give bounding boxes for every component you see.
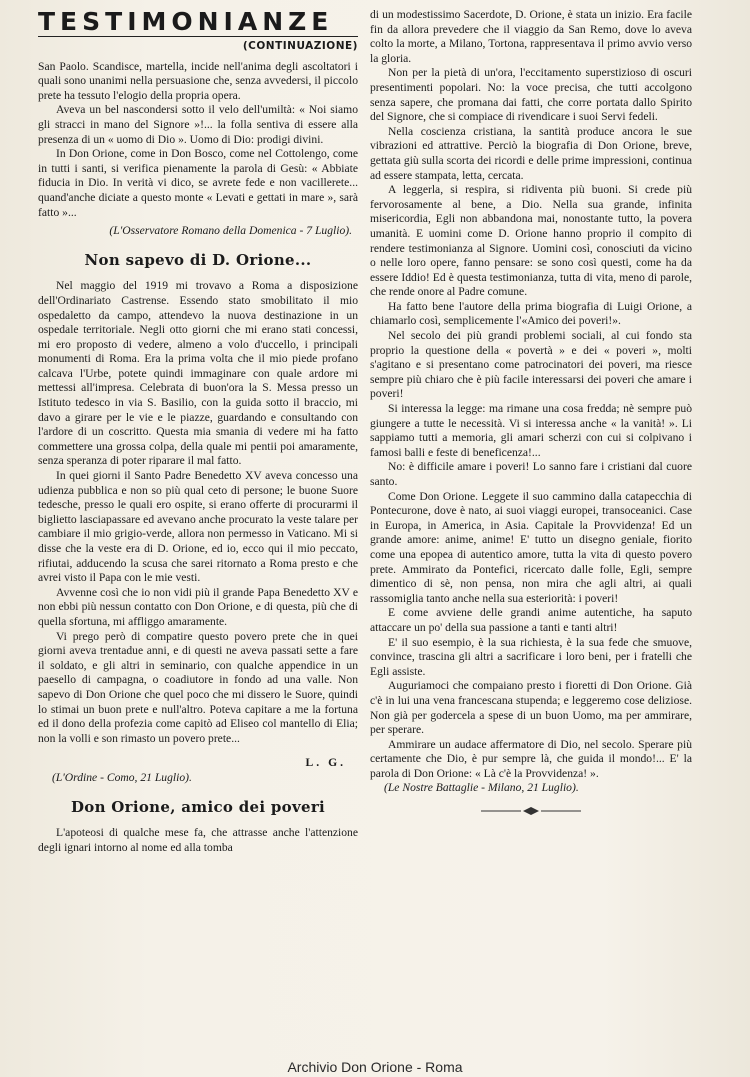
section-title: TESTIMONIANZE — [38, 7, 334, 36]
ornament-divider-icon — [481, 806, 581, 816]
article1-title: Non sapevo di D. Orione... — [84, 250, 312, 269]
article2-paragraph: Nel secolo dei più grandi problemi sociali, al cui fondo sta proprio la questione della « povertà » e dei « poveri », molti s'agitano e si presentano come patrocinatori dei poveri, ma riesce sempre più chiaro che è più facile interessarsi dei poveri che amare i poveri! — [370, 329, 692, 401]
article2-paragraph: E' il suo esempio, è la sua richiesta, è la sua fede che smuove, convince, trascina gli altri a sacrificare i loro beni, per i fratelli che Egli assiste. — [370, 635, 692, 678]
article1-paragraph: Avvenne così che io non vidi più il grande Papa Benedetto XV e non ebbi più nessun contatto con Don Orione, e di questa, più che di quella sfortuna, mi affliggo amaramente. — [38, 585, 358, 628]
signature-row — [38, 756, 358, 771]
article2-title: Don Orione, amico dei poveri — [70, 797, 326, 816]
article1-signature: L. G. — [305, 756, 346, 770]
article2-paragraph: Auguriamoci che compaiano presto i fioretti di Don Orione. Già c'è in lui una vena francescana stupenda; e leggeremo cose deliziose. Non già per godercela a spese di un buon Uomo, ma per ammirare, per sperare. — [370, 679, 692, 737]
intro-paragraph: Aveva un bel nascondersi sotto il velo dell'umiltà: « Noi siamo gli stracci in mano del Signore »!... la folla sentiva di essere alla presenza di un « uomo di Dio ». Uomo di Dio: prodigi divini. — [38, 103, 358, 146]
intro-source: (L'Osservatore Romano della Domenica - 7 Luglio). — [109, 224, 352, 238]
article1-paragraph: Vi prego però di compatire questo povero prete che in quei giorni aveva trentadue anni, e di questi ne aveva passati sette a fare il soldato, e gli altri in seminario, con qualche appendice in un paesello di campagna, o coadiutore in fondo ad una valle. Non sapevo di Don Orione che quel poco che mi dissero le Suore, quindi lo stimai un buon prete e null'altro. Poteva capitare a me la fortuna ed il dono della profezia come capitò ad Eliseo col mantello di Elia; non la volli e son rimasto un povero prete... — [38, 629, 358, 745]
section-subtitle: (CONTINUAZIONE) — [38, 36, 358, 54]
article1-paragraph: In quei giorni il Santo Padre Benedetto XV aveva concesso una udienza pubblica e non so più qual ceto di persone; le buone Suore tedesche, presso le quali ero ospite, si erano offerte di procurarmi il biglietto lasciapassare ed avevano anche procurato la veste talare per cambiare il mio grigio-verde, allora non permesso in Vaticano. Mi si disse che la veste era di D. Orione, ed io, ecco qui il mio peccato, rifiutai, adducendo la scusa che sarei ritornato a Roma presto e che avrei visto il Papa con le mie vesti. — [38, 469, 358, 585]
article2-paragraph: Si interessa la legge: ma rimane una cosa fredda; nè sempre può giungere a tutte le necessità. Vi si interessa anche « la vanità! ». Li sappiamo tutti a memoria, gli amari scherzi con cui si colpivano i famosi balli e feste di beneficenza!... — [370, 402, 692, 459]
article2-paragraph: Non per la pietà di un'ora, l'eccitamento superstizioso di oscuri presentimenti popolari. No: la voce precisa, che tutti accolgono senza sapere, che promana dai fatti, che corre portata dallo Spirito del Signore, che si compiace di rivendicare i suoi Servi fedeli. — [370, 66, 692, 124]
article2-paragraph: L'apoteosi di qualche mese fa, che attrasse anche l'attenzione degli ignari intorno al nome ed alla tomba — [38, 826, 358, 854]
right-column — [370, 8, 692, 816]
article2-paragraph: Come Don Orione. Leggete il suo cammino dalla catapecchia di Pontecurone, dove è nato, ai suoi viaggi europei, transoceanici. Case in Europa, in America, in Asia. Capitale la Provvidenza! Ed un grande amore: anime, anime! E' tutto un disegno geniale, fiorito come una epopea di autentico amore, tutta la vita di questo povero prete. Ammirato da Pontefici, ricercato dalle folle, Egli, sempre dimentico di sè, non pensa, non mira che agli altri, ai quali rassomiglia tanto anche nella sua esteriorità: i poveri! — [370, 489, 692, 605]
article2-source: (Le Nostre Battaglie - Milano, 21 Luglio). — [384, 781, 579, 795]
article2-paragraph: Ammirare un audace affermatore di Dio, nel secolo. Sperare più certamente che Dio, è pur sempre là, che guida il mondo!... E' la parola di Don Orione: « Là c'è la Provvidenza! ». — [370, 737, 692, 780]
left-column — [38, 8, 358, 855]
article2-paragraph: di un modestissimo Sacerdote, D. Orione, è stata un inizio. Era facile fin da allora prevedere che il viaggio da San Remo, dove lo aveva colto la morte, a Milano, Tortona, rappresentava il primo avvio verso la gloria. — [370, 8, 692, 65]
intro-paragraph: In Don Orione, come in Don Bosco, come nel Cottolengo, come in tutti i santi, si verifica pienamente la parola di Gesù: « Abbiate fiducia in Dio. In verità vi dico, se avrete fede e non vacillerete... quand'anche diciate a questo monte « Levati e gettati in mare », sarà fatto »... — [38, 147, 358, 219]
article2-paragraph: Nella coscienza cristiana, la santità produce ancora le sue vibrazioni ed attrattive. Perciò la biografia di Don Orione, breve, gettata giù sulla scorta dei ricordi e delle prime impressioni, continua ad essere stampata, letta, cercata. — [370, 124, 692, 182]
article2-paragraph: E come avviene delle grandi anime autentiche, ha saputo attaccare un po' della sua passione a tanti e tanti altri! — [370, 606, 692, 634]
article1-paragraph: Nel maggio del 1919 mi trovavo a Roma a disposizione dell'Ordinariato Castrense. Essendo stato smobilitato il mio ospedaletto da campo, attendevo la nuova destinazione in un ospedale territoriale. Negli otto giorni che mi erano stati concessi, mi ero proposto di vedere, almeno a volo d'uccello, i principali monumenti di Roma. Era la prima volta che il mio piede profano calcava l'Urbe, potete quindi immaginare con quale ardore mi mettessi all'impresa. Celebrata di buon'ora la S. Messa presso un Istituto tedesco in via S. Basilio, con la guida sotto il braccio, mi davo a girare per le vie e le piazze, guardando e consultando con l'ardore di un coscritto. Questa mia smania di vedere mi ha fatto commettere una grossa colpa, della quale mi pentii poi amaramente, senza speranza di poter riparare il mal fatto. — [38, 279, 358, 468]
article2-paragraph: Ha fatto bene l'autore della prima biografia di Luigi Orione, a chiamarlo così, semplicemente l'«Amico dei poveri!». — [370, 299, 692, 328]
intro-paragraph: San Paolo. Scandisce, martella, incide nell'anima degli ascoltatori i quali sono unanimi nella persuasione che, senza avvedersi, il piccolo prete ha tessuto l'elogio della propria opera. — [38, 59, 358, 102]
article2-paragraph: A leggerla, si respira, si ridiventa più buoni. Si crede più fervorosamente al bene, a Dio. Nella sua grande, infinita misericordia, Egli non abbandona mai, nonostante tutto, la povera umanità. E uomini come D. Orione hanno proprio il compito di rendere testimonianza al Signore. Uomini così, conosciuti da vicino o nelle loro opere, fanno pensare: se sono così questi, come ha da essere Iddio! Ed è questa testimonianza, tutta di vita, meno di parole, che rende onore al Padre comune. — [370, 183, 692, 299]
archive-footer: Archivio Don Orione - Roma — [287, 1059, 463, 1075]
article2-paragraph: No: è difficile amare i poveri! Lo sanno fare i cristiani dal cuore santo. — [370, 460, 692, 488]
article1-source: (L'Ordine - Como, 21 Luglio). — [52, 770, 192, 784]
